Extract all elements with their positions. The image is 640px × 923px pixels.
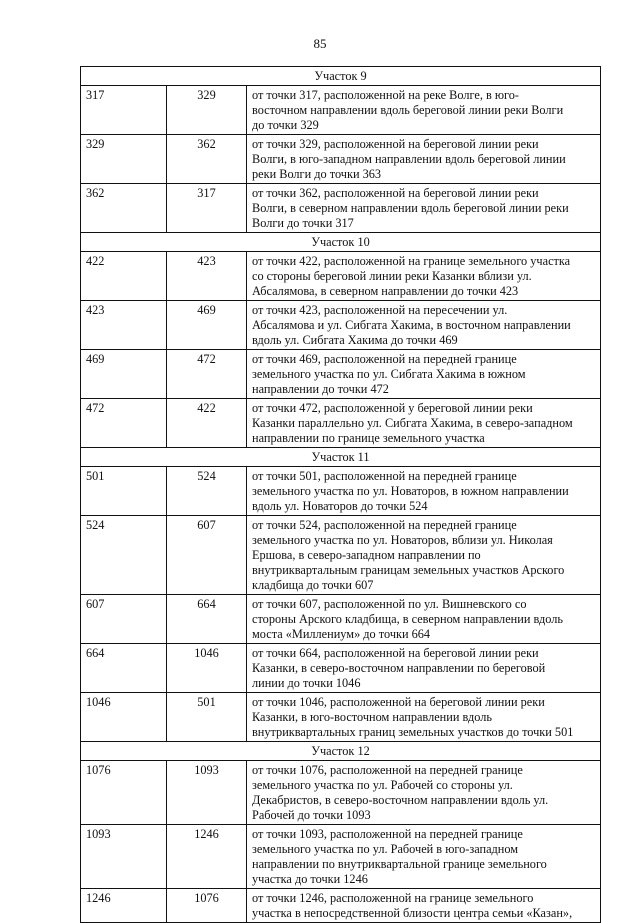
point-from: 524: [81, 516, 167, 595]
description-line: от точки 1046, расположенной на береговой линии реки: [252, 695, 545, 709]
section-header-row: [81, 67, 601, 86]
description-line: земельного участка по ул. Рабочей в юго-западном: [252, 842, 519, 856]
description-line: направлении до точки 472: [252, 382, 389, 396]
description-line: от точки 501, расположенной на передней границе: [252, 469, 517, 483]
description-line: земельного участка по ул. Новаторов, в южном направлении: [252, 484, 569, 498]
description-line: от точки 469, расположенной на передней границе: [252, 352, 517, 366]
description-line: земельного участка по ул. Новаторов, вблизи ул. Николая: [252, 533, 553, 547]
description-line: от точки 1246, расположенной на границе земельного: [252, 891, 534, 905]
description-line: Казанки, в юго-восточном направлении вдоль: [252, 710, 492, 724]
description-line: Казанки параллельно ул. Сибгата Хакима, в северо-западном: [252, 416, 573, 430]
segment-description: [247, 301, 601, 350]
point-to: 472: [167, 350, 247, 399]
point-to: 317: [167, 184, 247, 233]
segment-description: [247, 825, 601, 889]
point-to: 664: [167, 595, 247, 644]
point-from: 317: [81, 86, 167, 135]
table-row: [81, 184, 601, 233]
table-row: [81, 135, 601, 184]
point-from: 422: [81, 252, 167, 301]
point-to: 423: [167, 252, 247, 301]
section-title: Участок 10: [81, 233, 601, 252]
table-row: [81, 644, 601, 693]
description-line: от точки 422, расположенной на границе земельного участка: [252, 254, 571, 268]
description-line: Рабочей до точки 1093: [252, 808, 371, 822]
table-row: [81, 467, 601, 516]
point-to: 607: [167, 516, 247, 595]
description-line: Волги до точки 317: [252, 216, 354, 230]
point-from: 1076: [81, 761, 167, 825]
boundary-table: [80, 66, 601, 923]
description-line: от точки 524, расположенной на передней границе: [252, 518, 517, 532]
description-line: участка в непосредственной близости центра семьи «Казан»,: [252, 906, 573, 920]
description-line: от точки 423, расположенной на пересечении ул.: [252, 303, 508, 317]
table-row: [81, 399, 601, 448]
segment-description: [247, 467, 601, 516]
description-line: внутриквартальным границам земельных участков Арского: [252, 563, 565, 577]
description-line: от точки 472, расположенной у береговой линии реки: [252, 401, 533, 415]
table-row: [81, 889, 601, 923]
point-from: 664: [81, 644, 167, 693]
point-to: 362: [167, 135, 247, 184]
description-line: линии до точки 1046: [252, 676, 361, 690]
segment-description: [247, 184, 601, 233]
table-row: [81, 761, 601, 825]
segment-description: [247, 135, 601, 184]
point-to: 469: [167, 301, 247, 350]
description-line: внутриквартальных границ земельных участков до точки 501: [252, 725, 574, 739]
section-header-row: [81, 742, 601, 761]
description-line: направлении по границе земельного участка: [252, 431, 485, 445]
section-header-row: [81, 233, 601, 252]
description-line: от точки 362, расположенной на береговой линии реки: [252, 186, 539, 200]
point-from: 1046: [81, 693, 167, 742]
description-line: реки Волги до точки 363: [252, 167, 382, 181]
point-from: 1246: [81, 889, 167, 923]
segment-description: [247, 350, 601, 399]
description-line: моста «Миллениум» до точки 664: [252, 627, 431, 641]
table-row: [81, 350, 601, 399]
section-title: Участок 11: [81, 448, 601, 467]
description-line: Декабристов, в северо-восточном направлении вдоль ул.: [252, 793, 549, 807]
point-to: 329: [167, 86, 247, 135]
description-line: вдоль ул. Новаторов до точки 524: [252, 499, 428, 513]
point-to: 422: [167, 399, 247, 448]
description-line: от точки 329, расположенной на береговой линии реки: [252, 137, 539, 151]
section-title: Участок 12: [81, 742, 601, 761]
description-line: земельного участка по ул. Рабочей со стороны ул.: [252, 778, 513, 792]
point-to: 1246: [167, 825, 247, 889]
description-line: Казанки, в северо-восточном направлении по береговой: [252, 661, 546, 675]
description-line: вдоль ул. Сибгата Хакима до точки 469: [252, 333, 458, 347]
segment-description: [247, 761, 601, 825]
point-to: 1093: [167, 761, 247, 825]
description-line: стороны Арского кладбища, в северном направлении вдоль: [252, 612, 563, 626]
point-from: 362: [81, 184, 167, 233]
table-row: [81, 825, 601, 889]
point-from: 423: [81, 301, 167, 350]
description-line: Волги, в северном направлении вдоль береговой линии реки: [252, 201, 569, 215]
description-line: от точки 607, расположенной по ул. Вишневского со: [252, 597, 527, 611]
page-number: 85: [313, 36, 327, 51]
description-line: Волги, в юго-западном направлении вдоль береговой линии: [252, 152, 566, 166]
segment-description: [247, 595, 601, 644]
point-from: 1093: [81, 825, 167, 889]
description-line: кладбища до точки 607: [252, 578, 374, 592]
section-header-row: [81, 448, 601, 467]
point-to: 524: [167, 467, 247, 516]
table-row: [81, 693, 601, 742]
table-row: [81, 301, 601, 350]
point-from: 469: [81, 350, 167, 399]
segment-description: [247, 644, 601, 693]
description-line: от точки 317, расположенной на реке Волге, в юго-: [252, 88, 520, 102]
point-from: 472: [81, 399, 167, 448]
table-row: [81, 595, 601, 644]
table-row: [81, 252, 601, 301]
segment-description: [247, 86, 601, 135]
table-row: [81, 86, 601, 135]
point-from: 501: [81, 467, 167, 516]
description-line: от точки 1093, расположенной на передней границе: [252, 827, 523, 841]
point-to: 1076: [167, 889, 247, 923]
description-line: направлении по внутриквартальной границе земельного: [252, 857, 547, 871]
description-line: от точки 1076, расположенной на передней границе: [252, 763, 523, 777]
description-line: земельного участка по ул. Сибгата Хакима в южном: [252, 367, 526, 381]
segment-description: [247, 252, 601, 301]
segment-description: [247, 399, 601, 448]
segment-description: [247, 889, 601, 923]
description-line: Абсалямова и ул. Сибгата Хакима, в восточном направлении: [252, 318, 571, 332]
description-line: от точки 664, расположенной на береговой линии реки: [252, 646, 539, 660]
table-row: [81, 516, 601, 595]
point-to: 1046: [167, 644, 247, 693]
description-line: восточном направлении вдоль береговой линии реки Волги: [252, 103, 564, 117]
description-line: Ершова, в северо-западном направлении по: [252, 548, 481, 562]
segment-description: [247, 516, 601, 595]
point-to: 501: [167, 693, 247, 742]
segment-description: [247, 693, 601, 742]
point-from: 607: [81, 595, 167, 644]
point-from: 329: [81, 135, 167, 184]
description-line: со стороны береговой линии реки Казанки вблизи ул.: [252, 269, 532, 283]
description-line: до точки 329: [252, 118, 319, 132]
description-line: Абсалямова, в северном направлении до точки 423: [252, 284, 519, 298]
section-title: Участок 9: [81, 67, 601, 86]
description-line: участка до точки 1246: [252, 872, 368, 886]
